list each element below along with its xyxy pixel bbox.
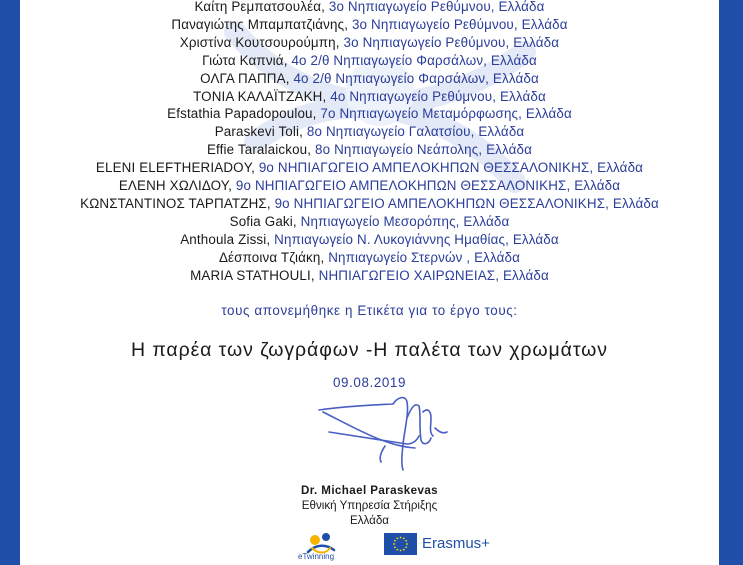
participant-name: Effie Taralaickou	[206, 142, 308, 158]
eu-star-icon	[396, 537, 398, 539]
participant-school: 8ο Νηπιαγωγείο Γαλατσίου, Ελλάδα	[306, 124, 525, 140]
participant-line: Δέσποινα Τζιάκη, Νηπιαγωγείο Στερνών , Ελλάδα	[218, 249, 521, 265]
participant-line: ΕΛΕΝΗ ΧΩΛΙΔΟΥ, 9ο ΝΗΠΙΑΓΩΓΕΙΟ ΑΜΠΕΛΟΚΗΠΩΝ ΘΕΣΣΑΛΟΝΙΚΗΣ, Ελλάδα	[118, 178, 621, 194]
participant-line: ELENI ELEFTHERIADOY, 9ο ΝΗΠΙΑΓΩΓΕΙΟ ΑΜΠΕΛΟΚΗΠΩΝ ΘΕΣΣΑΛΟΝΙΚΗΣ, Ελλάδα	[95, 160, 644, 176]
participant-name: Καίτη Ρεμπατσουλέα	[194, 0, 322, 14]
signer-country: Ελλάδα	[349, 514, 389, 527]
signer-role: Εθνική Υπηρεσία Στήριξης	[301, 499, 438, 512]
participant-name: MARIA STATHOULI	[190, 267, 311, 283]
participant-line: Paraskevi Toli, 8ο Νηπιαγωγείο Γαλατσίου, Ελλάδα	[214, 124, 525, 140]
eu-star-icon	[396, 549, 398, 551]
participant-name: Paraskevi Toli	[214, 124, 300, 140]
eu-star-icon	[393, 543, 395, 545]
participant-school: Νηπιαγωγείο Ν. Λυκογιάννης Ημαθίας, Ελλάδα	[274, 231, 559, 247]
eu-star-icon	[405, 540, 407, 542]
participant-school: 3ο Νηπιαγωγείο Ρεθύμνου, Ελλάδα	[328, 0, 545, 14]
signer-block	[20, 483, 719, 528]
participant-name: Sofia Gaki	[229, 213, 293, 229]
participant-line: Efstathia Papadopoulou, 7ο Νηπιαγωγείο Μεταμόρφωσης, Ελλάδα	[167, 106, 572, 122]
participant-line: ΚΩΝΣΤΑΝΤΙΝΟΣ ΤΑΡΠΑΤΖΗΣ, 9ο ΝΗΠΙΑΓΩΓΕΙΟ ΑΜΠΕΛΟΚΗΠΩΝ ΘΕΣΣΑΛΟΝΙΚΗΣ, Ελλάδα	[80, 195, 659, 211]
participant-name: Παναγιώτης Μπαμπατζιάνης	[171, 16, 345, 32]
participant-name: ΟΛΓΑ ΠΑΠΠΑ	[200, 70, 286, 86]
project-title: Η παρέα των ζωγράφων -Η παλέτα των χρωμάτων	[131, 339, 608, 361]
participant-line: Effie Taralaickou, 8ο Νηπιαγωγείο Νεάπολης, Ελλάδα	[206, 142, 533, 158]
participant-name: Δέσποινα Τζιάκη	[218, 249, 321, 265]
erasmus-logo-text: Erasmus+	[422, 535, 490, 552]
signature-image	[315, 388, 455, 474]
erasmus-logo	[384, 533, 494, 557]
right-border	[719, 0, 743, 565]
participant-name: ΤΟΝΙΑ ΚΑΛΑΪΤΖΑΚΗ	[193, 88, 323, 104]
participant-school: 8ο Νηπιαγωγείο Νεάπολης, Ελλάδα	[315, 142, 533, 158]
eu-star-icon	[394, 546, 396, 548]
participant-name: Efstathia Papadopoulou	[167, 106, 313, 122]
participant-line: Καίτη Ρεμπατσουλέα, 3ο Νηπιαγωγείο Ρεθύμνου, Ελλάδα	[194, 0, 545, 14]
participant-school: ΝΗΠΙΑΓΩΓΕΙΟ ΧΑΙΡΩΝΕΙΑΣ, Ελλάδα	[318, 267, 549, 283]
eu-star-icon	[403, 549, 405, 551]
participant-name: Χριστίνα Κουτσουρούμπη	[179, 34, 336, 50]
participant-line: Παναγιώτης Μπαμπατζιάνης, 3ο Νηπιαγωγείο Ρεθύμνου, Ελλάδα	[171, 16, 568, 32]
participant-school: 3ο Νηπιαγωγείο Ρεθύμνου, Ελλάδα	[351, 16, 568, 32]
participant-line: MARIA STATHOULI, ΝΗΠΙΑΓΩΓΕΙΟ ΧΑΙΡΩΝΕΙΑΣ, Ελλάδα	[190, 267, 549, 283]
participant-line: Χριστίνα Κουτσουρούμπη, 3ο Νηπιαγωγείο Ρεθύμνου, Ελλάδα	[179, 34, 560, 50]
participant-school: 4ο 2/θ Νηπιαγωγείο Φαρσάλων, Ελλάδα	[291, 52, 537, 68]
participant-line: Sofia Gaki, Νηπιαγωγείο Μεσορόπης, Ελλάδα	[229, 213, 510, 229]
participant-school: 7ο Νηπιαγωγείο Μεταμόρφωσης, Ελλάδα	[320, 106, 572, 122]
participant-school: 9ο ΝΗΠΙΑΓΩΓΕΙΟ ΑΜΠΕΛΟΚΗΠΩΝ ΘΕΣΣΑΛΟΝΙΚΗΣ, Ελλάδα	[258, 160, 644, 176]
participant-school: Νηπιαγωγείο Μεσορόπης, Ελλάδα	[300, 213, 510, 229]
signer-name: Dr. Michael Paraskevas	[300, 484, 439, 497]
award-date: 09.08.2019	[332, 375, 407, 390]
participant-name: ΕΛΕΝΗ ΧΩΛΙΔΟΥ	[118, 178, 229, 194]
participant-school: 4ο 2/θ Νηπιαγωγείο Φαρσάλων, Ελλάδα	[293, 70, 539, 86]
participant-name: Anthoula Zissi	[180, 231, 267, 247]
participant-school: 9ο ΝΗΠΙΑΓΩΓΕΙΟ ΑΜΠΕΛΟΚΗΠΩΝ ΘΕΣΣΑΛΟΝΙΚΗΣ, Ελλάδα	[274, 195, 659, 211]
eu-star-icon	[403, 537, 405, 539]
participant-name: ΚΩΝΣΤΑΝΤΙΝΟΣ ΤΑΡΠΑΤΖΗΣ	[80, 195, 267, 211]
award-statement: τους απονεμήθηκε η Ετικέτα για το έργο τους:	[221, 303, 518, 318]
participant-school: 3ο Νηπιαγωγείο Ρεθύμνου, Ελλάδα	[343, 34, 560, 50]
participant-line: ΤΟΝΙΑ ΚΑΛΑΪΤΖΑΚΗ, 4ο Νηπιαγωγείο Ρεθύμνου, Ελλάδα	[193, 88, 546, 104]
etwinning-logo-text: eTwinning	[298, 552, 335, 561]
participant-list	[20, 0, 719, 285]
left-border	[0, 0, 20, 565]
eu-star-icon	[406, 543, 408, 545]
eu-star-icon	[400, 537, 402, 539]
participant-line: Anthoula Zissi, Νηπιαγωγείο Ν. Λυκογιάννης Ημαθίας, Ελλάδα	[180, 231, 559, 247]
eu-flag-icon	[384, 533, 417, 555]
participant-school: Νηπιαγωγείο Στερνών , Ελλάδα	[328, 249, 521, 265]
certificate-page	[20, 0, 719, 565]
eu-star-icon	[400, 550, 402, 552]
eu-star-icon	[394, 540, 396, 542]
participant-school: 4ο Νηπιαγωγείο Ρεθύμνου, Ελλάδα	[330, 88, 546, 104]
participant-line: Γιώτα Καπνιά, 4ο 2/θ Νηπιαγωγείο Φαρσάλων, Ελλάδα	[202, 52, 537, 68]
participant-school: 9ο ΝΗΠΙΑΓΩΓΕΙΟ ΑΜΠΕΛΟΚΗΠΩΝ ΘΕΣΣΑΛΟΝΙΚΗΣ, Ελλάδα	[235, 178, 621, 194]
participant-name: Γιώτα Καπνιά	[202, 52, 284, 68]
eu-star-icon	[405, 546, 407, 548]
participant-line: ΟΛΓΑ ΠΑΠΠΑ, 4ο 2/θ Νηπιαγωγείο Φαρσάλων, Ελλάδα	[200, 70, 539, 86]
participant-name: ELENI ELEFTHERIADOY	[95, 160, 252, 176]
